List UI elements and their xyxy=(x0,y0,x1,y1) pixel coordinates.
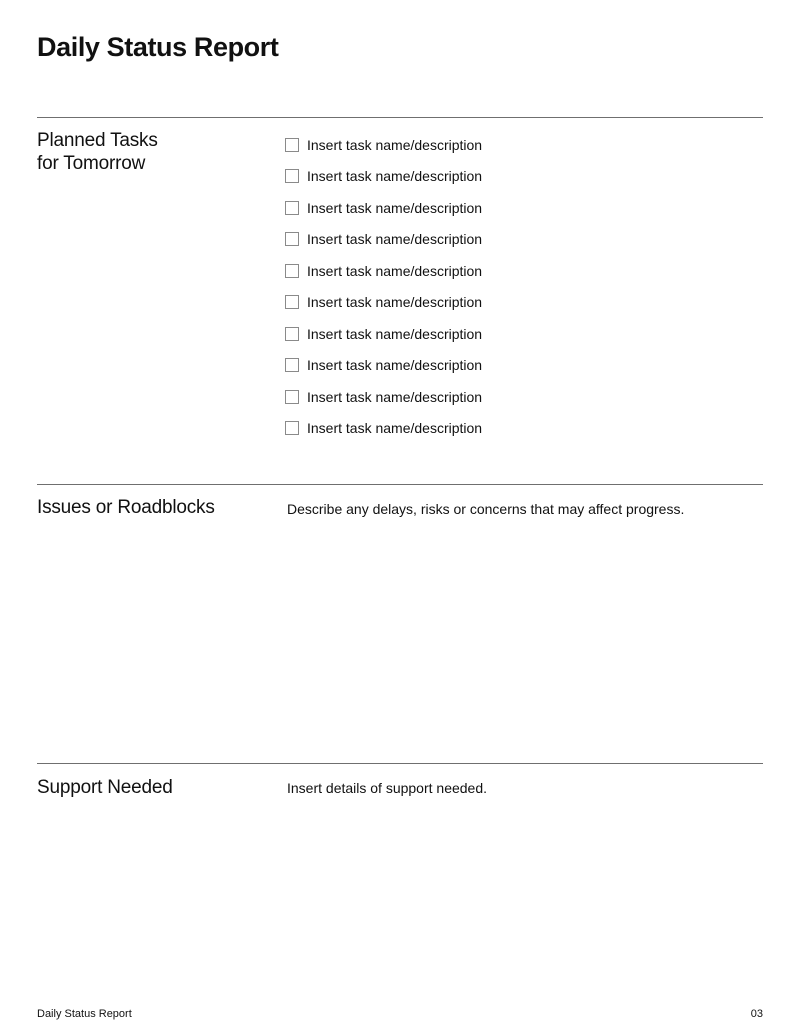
footer-document-title: Daily Status Report xyxy=(37,1008,132,1020)
page-title: Daily Status Report xyxy=(37,32,279,62)
page-number: 03 xyxy=(750,1008,763,1020)
task-label[interactable]: Insert task name/description xyxy=(307,420,483,437)
task-checkbox[interactable] xyxy=(285,201,299,215)
planned-tasks-heading-line2: for Tomorrow xyxy=(37,153,146,174)
planned-tasks-heading-line1: Planned Tasks xyxy=(37,130,158,151)
task-checkbox[interactable] xyxy=(285,295,299,309)
task-label[interactable]: Insert task name/description xyxy=(307,294,483,311)
task-item[interactable] xyxy=(285,318,482,350)
task-checkbox[interactable] xyxy=(285,169,299,183)
task-label[interactable]: Insert task name/description xyxy=(307,388,483,405)
task-item[interactable] xyxy=(285,381,482,413)
task-checkbox[interactable] xyxy=(285,390,299,404)
task-checkbox[interactable] xyxy=(285,421,299,435)
support-heading: Support Needed xyxy=(37,777,173,798)
section-divider xyxy=(37,117,763,118)
issues-description[interactable]: Describe any delays, risks or concerns that may affect progress. xyxy=(287,501,685,517)
task-label[interactable]: Insert task name/description xyxy=(307,136,483,153)
task-label[interactable]: Insert task name/description xyxy=(307,325,483,342)
section-divider xyxy=(37,763,763,764)
section-divider xyxy=(37,484,763,485)
task-item[interactable] xyxy=(285,350,482,382)
task-item[interactable] xyxy=(285,192,482,224)
task-label[interactable]: Insert task name/description xyxy=(307,199,483,216)
task-label[interactable]: Insert task name/description xyxy=(307,231,483,248)
task-label[interactable]: Insert task name/description xyxy=(307,262,483,279)
task-checkbox[interactable] xyxy=(285,327,299,341)
task-item[interactable] xyxy=(285,129,482,161)
planned-tasks-heading xyxy=(37,129,257,175)
task-item[interactable] xyxy=(285,224,482,256)
task-label[interactable]: Insert task name/description xyxy=(307,168,483,185)
task-item[interactable] xyxy=(285,255,482,287)
task-item[interactable] xyxy=(285,413,482,445)
task-label[interactable]: Insert task name/description xyxy=(307,357,483,374)
task-checkbox[interactable] xyxy=(285,264,299,278)
task-checkbox[interactable] xyxy=(285,358,299,372)
support-description[interactable]: Insert details of support needed. xyxy=(287,780,488,796)
task-item[interactable] xyxy=(285,161,482,193)
task-item[interactable] xyxy=(285,287,482,319)
task-checkbox[interactable] xyxy=(285,232,299,246)
task-checkbox[interactable] xyxy=(285,138,299,152)
task-list xyxy=(285,129,482,444)
issues-heading: Issues or Roadblocks xyxy=(37,497,215,518)
